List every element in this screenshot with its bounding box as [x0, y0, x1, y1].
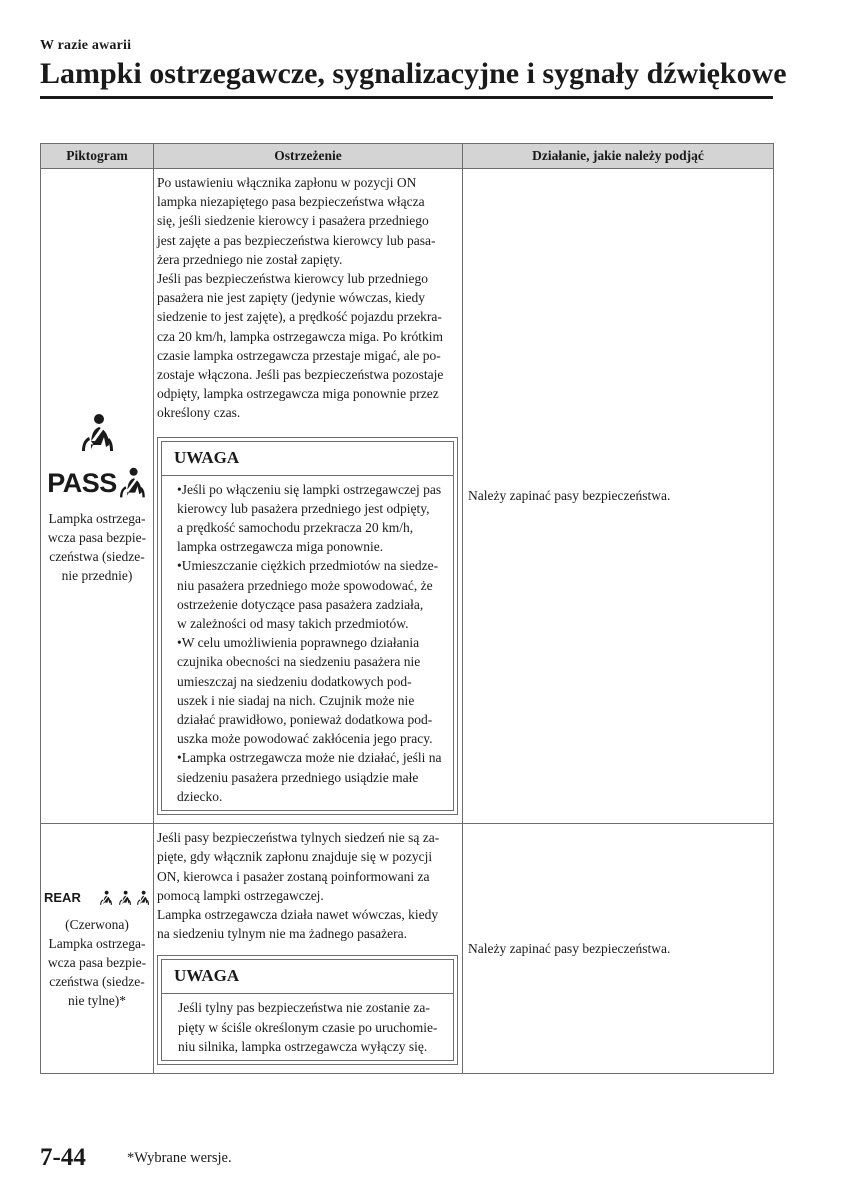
caption-line: nie przednie): [61, 568, 133, 584]
caption-line: czeństwa (siedze-: [49, 974, 145, 990]
rear-label: REAR: [44, 889, 81, 905]
pictogram-caption: [44, 509, 150, 586]
warning-line: określony czas.: [157, 405, 241, 421]
caution-line: dziecko.: [177, 788, 223, 804]
caution-line: czujnika obecności na siedzeniu pasażera nie: [177, 654, 421, 670]
caution-line: siedzeniu pasażera przedniego usiądzie małe: [177, 769, 419, 785]
table-row: [41, 169, 774, 824]
passenger-seatbelt-icon: [117, 467, 147, 499]
warning-line: na siedzeniu tylnym nie ma żadnego pasażera.: [157, 926, 408, 942]
caution-line: umieszczaj na siedzeniu dodatkowych pod-: [177, 673, 412, 689]
caution-heading: UWAGA: [161, 441, 454, 475]
caution-line: działać prawidłowo, ponieważ dodatkowa pod-: [177, 712, 433, 728]
rear-left-seatbelt-icon: [99, 887, 113, 909]
warning-line: czasie lampka ostrzegawcza przestaje migać, ale po-: [157, 347, 441, 363]
action-text: Należy zapinać pasy bezpieczeństwa.: [468, 940, 671, 956]
caution-line: ostrzeżenie dotyczące pasa pasażera zadziała,: [177, 596, 424, 612]
warning-text: [157, 828, 458, 943]
pictogram-cell: [41, 169, 154, 824]
caution-line: niu pasażera przedniego może spowodować, że: [177, 577, 433, 593]
column-header-action: Działanie, jakie należy podjąć: [463, 144, 774, 169]
section-label: W razie awarii: [40, 38, 132, 53]
caption-line: czeństwa (siedze-: [49, 549, 145, 565]
warning-cell: [154, 824, 463, 1074]
warning-line: pasażera nie jest zapięty (jedynie wówczas, kiedy: [157, 290, 426, 306]
warning-line: cza 20 km/h, lampka ostrzegawcza miga. Po krótkim: [157, 328, 444, 344]
caption-line: Lampka ostrzega-: [48, 510, 146, 526]
pass-label: PASS: [47, 467, 117, 498]
column-header-warning: Ostrzeżenie: [154, 144, 463, 169]
caution-line: •Umieszczanie ciężkich przedmiotów na siedze-: [177, 558, 439, 574]
caution-line: niu silnika, lampka ostrzegawcza wyłączy się.: [178, 1038, 428, 1054]
caution-line: •W celu umożliwienia poprawnego działania: [177, 635, 420, 651]
action-text: Należy zapinać pasy bezpieczeństwa.: [468, 488, 671, 504]
caution-line: lampka ostrzegawcza miga ponownie.: [177, 539, 384, 555]
warning-line: lampka niezapiętego pasa bezpieczeństwa włącza: [157, 194, 425, 210]
caption-line: wcza pasa bezpie-: [47, 529, 147, 545]
caution-line: a prędkość samochodu przekracza 20 km/h,: [177, 520, 414, 536]
caution-heading: UWAGA: [161, 959, 454, 993]
warning-line: odpięty, lampka ostrzegawcza miga ponownie przez: [157, 386, 439, 402]
rear-right-seatbelt-icon: [136, 887, 150, 909]
caution-line: uszka może powodować zakłócenia jego pracy.: [177, 731, 433, 747]
rear-center-seatbelt-icon: [118, 887, 132, 909]
caution-line: •Jeśli po włączeniu się lampki ostrzegawczej pas: [177, 481, 442, 497]
caution-line: uszek i nie siadaj na nich. Czujnik może nie: [177, 692, 415, 708]
warning-line: siedzenie to jest zajęte), a prędkość pojazdu przekra-: [157, 309, 442, 325]
action-cell: [463, 824, 774, 1074]
warning-line: zostaje włączona. Jeśli pas bezpieczeństwa pozostaje: [157, 367, 444, 383]
table-row: [41, 824, 774, 1074]
table-header-row: [41, 144, 774, 169]
page-number: 7-44: [40, 1144, 86, 1171]
caution-line: •Lampka ostrzegawcza może nie działać, jeśli na: [177, 750, 442, 766]
warning-line: pięte, gdy włącznik zapłonu znajduje się w pozycji: [157, 849, 433, 865]
pictogram-caption: [44, 915, 150, 1011]
warning-text: [157, 173, 458, 423]
caution-line: w zależności od masy takich przedmiotów.: [177, 616, 409, 632]
caution-line: Jeśli tylny pas bezpieczeństwa nie zostanie za-: [178, 1000, 430, 1016]
warning-lights-table: [40, 143, 774, 1074]
caption-line: nie tylne)*: [67, 993, 127, 1009]
caption-line: (Czerwona): [65, 916, 129, 932]
seatbelt-warning-icon: [44, 413, 150, 453]
action-cell: [463, 169, 774, 824]
caution-body: [161, 475, 454, 811]
warning-line: jest zajęte a pas bezpieczeństwa kierowcy lub pasa-: [157, 232, 436, 248]
warning-line: Jeśli pas bezpieczeństwa kierowcy lub przedniego: [157, 271, 429, 287]
warning-line: Lampka ostrzegawcza działa nawet wówczas, kiedy: [157, 906, 439, 922]
warning-line: ON, kierowca i pasażer zostaną poinformowani za: [157, 868, 430, 884]
caution-box: [157, 955, 458, 1065]
caption-line: wcza pasa bezpie-: [47, 954, 147, 970]
warning-line: żera przedniego nie został zapięty.: [157, 251, 343, 267]
title-rule: [40, 96, 773, 99]
warning-line: Po ustawieniu włącznika zapłonu w pozycji ON: [157, 175, 417, 190]
warning-cell: [154, 169, 463, 824]
warning-line: Jeśli pasy bezpieczeństwa tylnych siedzeń nie są za-: [157, 830, 440, 846]
footnote: *Wybrane wersje.: [127, 1150, 232, 1166]
caution-body: [161, 993, 454, 1061]
pass-indicator: [44, 467, 150, 499]
warning-line: się, jeśli siedzenie kierowcy i pasażera przedniego: [157, 213, 429, 229]
column-header-pictogram: Piktogram: [41, 144, 154, 169]
caption-line: Lampka ostrzega-: [48, 935, 146, 951]
caution-line: kierowcy lub pasażera przedniego jest odpięty,: [177, 500, 430, 516]
caution-box: [157, 437, 458, 815]
rear-seatbelt-warning-icon: [44, 887, 150, 909]
warning-line: pomocą lampki ostrzegawczej.: [157, 887, 324, 903]
caution-line: pięty w ściśle określonym czasie po uruchomie-: [178, 1019, 438, 1035]
pictogram-cell: [41, 824, 154, 1074]
page-title: Lampki ostrzegawcze, sygnalizacyjne i sygnały dźwiękowe: [40, 57, 787, 90]
